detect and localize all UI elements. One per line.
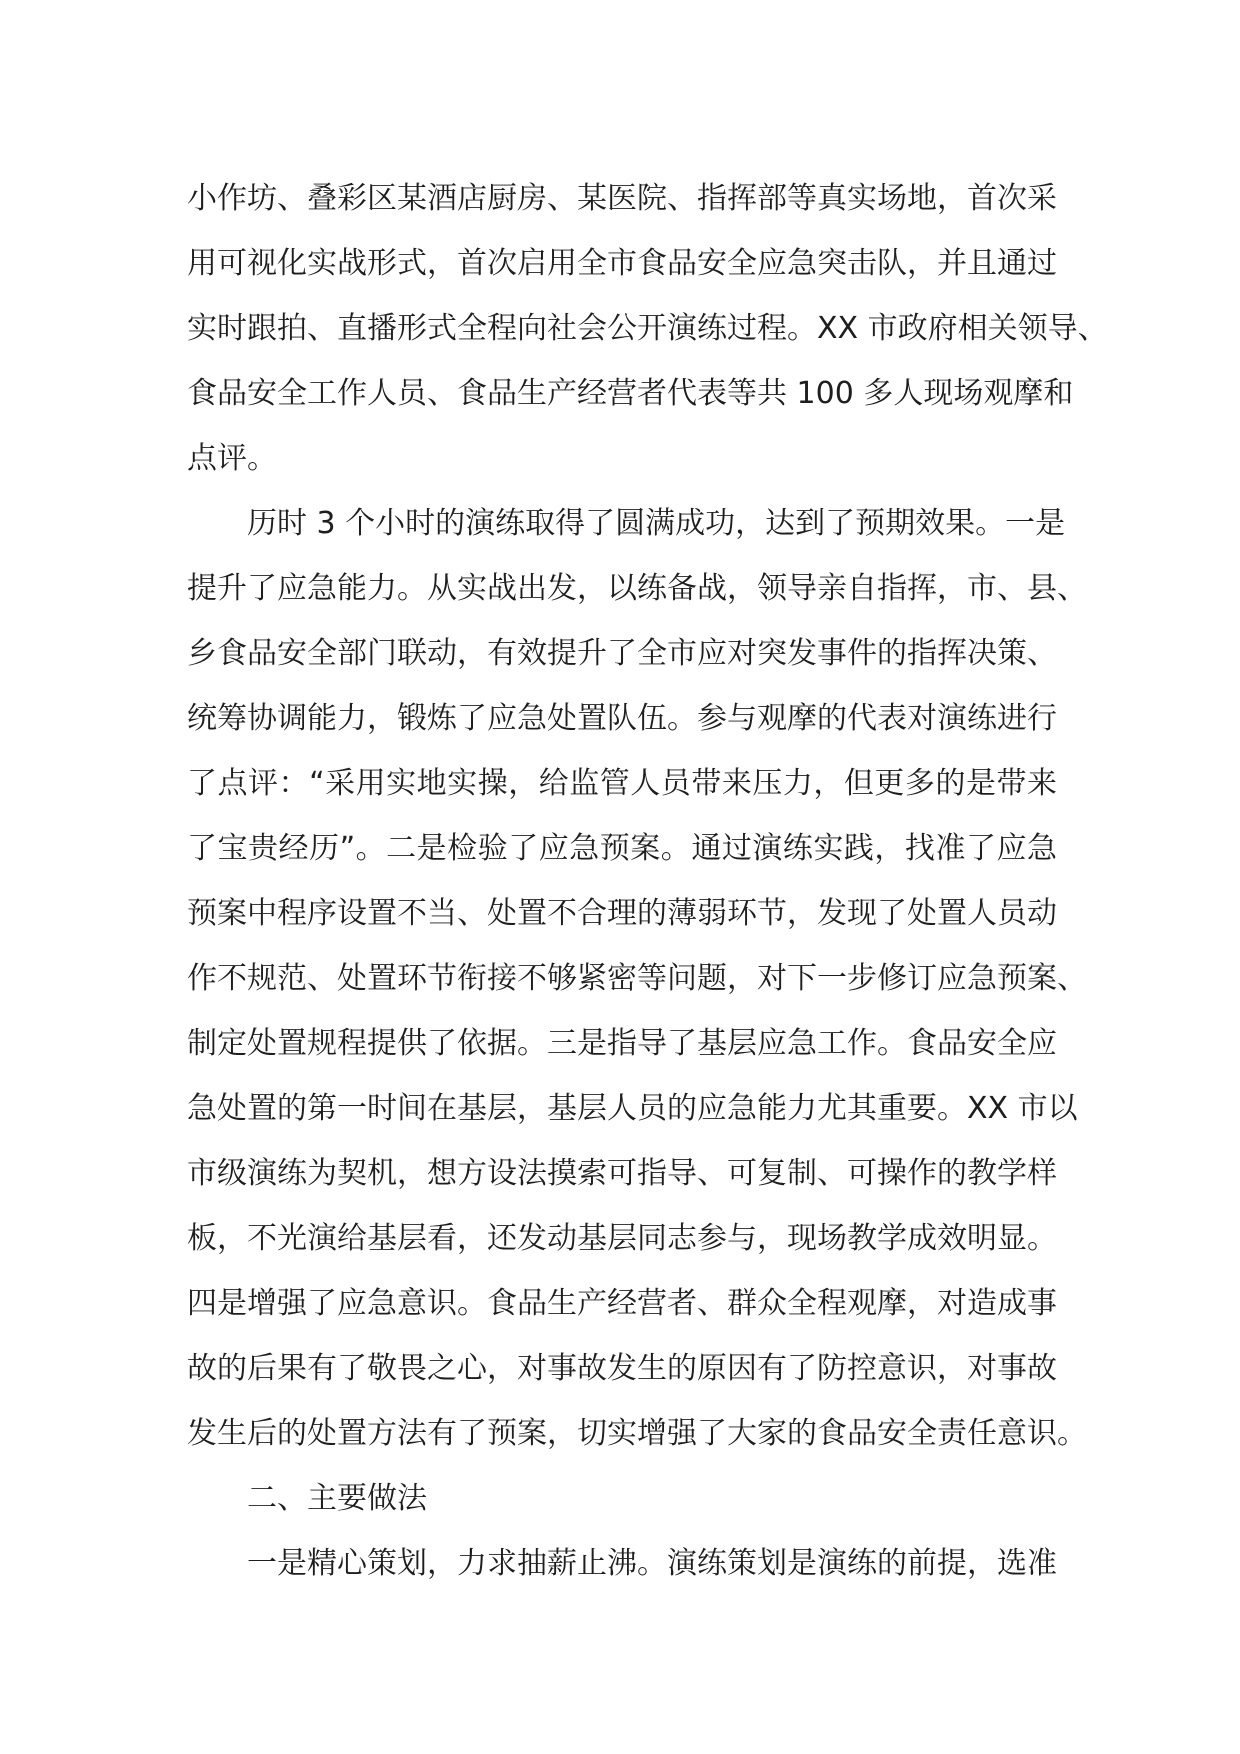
text-line: 点评。 <box>187 441 277 476</box>
paragraph-first-line: 历时 3 个小时的演练取得了圆满成功，达到了预期效果。一是 <box>247 506 1066 541</box>
text-line: 小作坊、叠彩区某酒店厨房、某医院、指挥部等真实场地，首次采 <box>187 181 1057 216</box>
text-line: 了点评：“采用实地实操，给监管人员带来压力，但更多的是带来 <box>187 766 1057 801</box>
text-line: 食品安全工作人员、食品生产经营者代表等共 100 多人现场观摩和 <box>187 376 1074 411</box>
text-line: 市级演练为契机，想方设法摸索可指导、可复制、可操作的教学样 <box>187 1156 1057 1191</box>
text-line: 急处置的第一时间在基层，基层人员的应急能力尤其重要。XX 市以 <box>187 1091 1078 1126</box>
text-line: 统筹协调能力，锻炼了应急处置队伍。参与观摩的代表对演练进行 <box>187 701 1057 736</box>
text-line: 了宝贵经历”。二是检验了应急预案。通过演练实践，找准了应急 <box>187 831 1057 866</box>
text-line: 提升了应急能力。从实战出发，以练备战，领导亲自指挥，市、县、 <box>187 571 1087 606</box>
section-heading: 二、主要做法 <box>247 1481 427 1516</box>
text-line: 预案中程序设置不当、处置不合理的薄弱环节，发现了处置人员动 <box>187 896 1057 931</box>
text-line: 用可视化实战形式，首次启用全市食品安全应急突击队，并且通过 <box>187 246 1057 281</box>
paragraph-first-line: 一是精心策划，力求抽薪止沸。演练策划是演练的前提，选准 <box>247 1546 1057 1581</box>
text-line: 发生后的处置方法有了预案，切实增强了大家的食品安全责任意识。 <box>187 1416 1087 1451</box>
text-line: 制定处置规程提供了依据。三是指导了基层应急工作。食品安全应 <box>187 1026 1057 1061</box>
text-line: 故的后果有了敬畏之心，对事故发生的原因有了防控意识，对事故 <box>187 1351 1057 1386</box>
text-line: 乡食品安全部门联动，有效提升了全市应对突发事件的指挥决策、 <box>187 636 1057 671</box>
text-line: 四是增强了应急意识。食品生产经营者、群众全程观摩，对造成事 <box>187 1286 1057 1321</box>
text-line: 板，不光演给基层看，还发动基层同志参与，现场教学成效明显。 <box>187 1221 1057 1256</box>
text-line: 作不规范、处置环节衔接不够紧密等问题，对下一步修订应急预案、 <box>187 961 1087 996</box>
body-text <box>187 166 1108 1596</box>
text-line: 实时跟拍、直播形式全程向社会公开演练过程。XX 市政府相关领导、 <box>187 311 1108 346</box>
